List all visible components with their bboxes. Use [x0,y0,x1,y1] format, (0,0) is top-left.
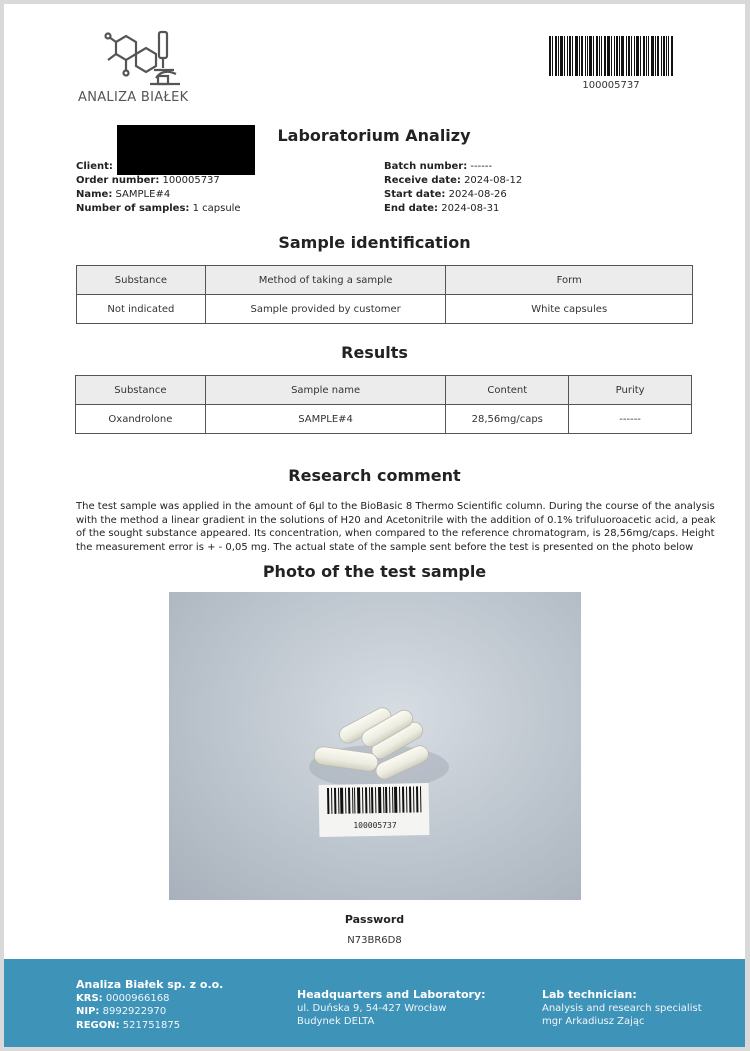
hq-building: Budynek DELTA [297,1016,375,1027]
table-header-cell: Method of taking a sample [205,266,446,295]
order-info-left [76,160,241,216]
sample-identification-title: Sample identification [278,233,471,252]
barcode-image [549,36,673,76]
table-cell: Oxandrolone [76,405,206,434]
table-header-cell: Content [446,376,569,405]
photo-barcode-label: 100005737 [353,821,397,830]
password-label: Password [344,913,405,926]
info-row-end-date: End date: 2024-08-31 [384,203,500,214]
lab-logo-icon [104,28,184,90]
footer [4,959,745,1047]
table-header-cell: Substance [76,376,206,405]
info-row-batch: Batch number: ------ [384,161,493,172]
order-info-right [384,160,522,216]
table-row [77,295,693,324]
lab-title: Laboratorium Analizy [277,126,471,145]
results-table [75,375,692,434]
table-cell: SAMPLE#4 [205,405,446,434]
footer-tech [542,988,702,1029]
info-row-start-date: Start date: 2024-08-26 [384,189,507,200]
hq-title: Headquarters and Laboratory: [297,988,486,1001]
report-page [4,4,745,1047]
sample-identification-table [76,265,693,324]
tech-role: Analysis and research specialist [542,1002,702,1014]
password-value: N73BR6D8 [347,935,402,946]
info-row-receive-date: Receive date: 2024-08-12 [384,175,523,186]
info-row-samples: Number of samples: 1 capsule [76,203,241,214]
company-nip: NIP: 8992922970 [76,1006,167,1017]
info-row-order-number: Order number: 100005737 [76,175,220,186]
footer-company [76,978,223,1032]
tech-title: Lab technician: [542,988,637,1001]
research-comment-title: Research comment [288,466,461,485]
barcode-number: 100005737 [582,80,640,91]
capsules-photo-image [169,592,581,900]
table-row [76,405,692,434]
company-name: Analiza Białek sp. z o.o. [76,978,224,991]
photo-title: Photo of the test sample [262,562,487,581]
info-row-client: Client: [76,161,113,172]
info-row-name: Name: SAMPLE#4 [76,189,171,200]
table-cell: ------ [569,405,692,434]
sample-photo [169,592,581,900]
table-header-cell: Form [446,266,693,295]
table-cell: White capsules [446,295,693,324]
tech-name: mgr Arkadiusz Zając [542,1016,645,1027]
table-header-cell: Purity [569,376,692,405]
company-regon: REGON: 521751875 [76,1019,181,1031]
table-header-row [77,266,693,295]
table-cell: Sample provided by customer [205,295,446,324]
results-title: Results [341,343,408,362]
hq-address: ul. Duńska 9, 54-427 Wrocław [297,1002,447,1014]
table-header-cell: Sample name [205,376,446,405]
table-header-cell: Substance [77,266,206,295]
company-krs: KRS: 0000966168 [76,992,170,1004]
table-cell: Not indicated [77,295,206,324]
table-header-row [76,376,692,405]
table-cell: 28,56mg/caps [446,405,569,434]
footer-hq [297,988,486,1029]
logo-text: ANALIZA BIAŁEK [78,90,189,105]
research-comment-text: The test sample was applied in the amount of 6µl to the BioBasic 8 Thermo Scientific column. During the course of the analysis with the method a linear gradient in the solutions of H20 and Acetonitrile with the addition of 0.1% trifuluoroacetic acid, a peak of the sought substance appeared. Its concentration, when compared to the reference chromatogram, is 28,56mg/caps. Height the measurement error is + - 0,05 mg. The actual state of the sample sent before the test is presented on the photo below [76,501,716,553]
